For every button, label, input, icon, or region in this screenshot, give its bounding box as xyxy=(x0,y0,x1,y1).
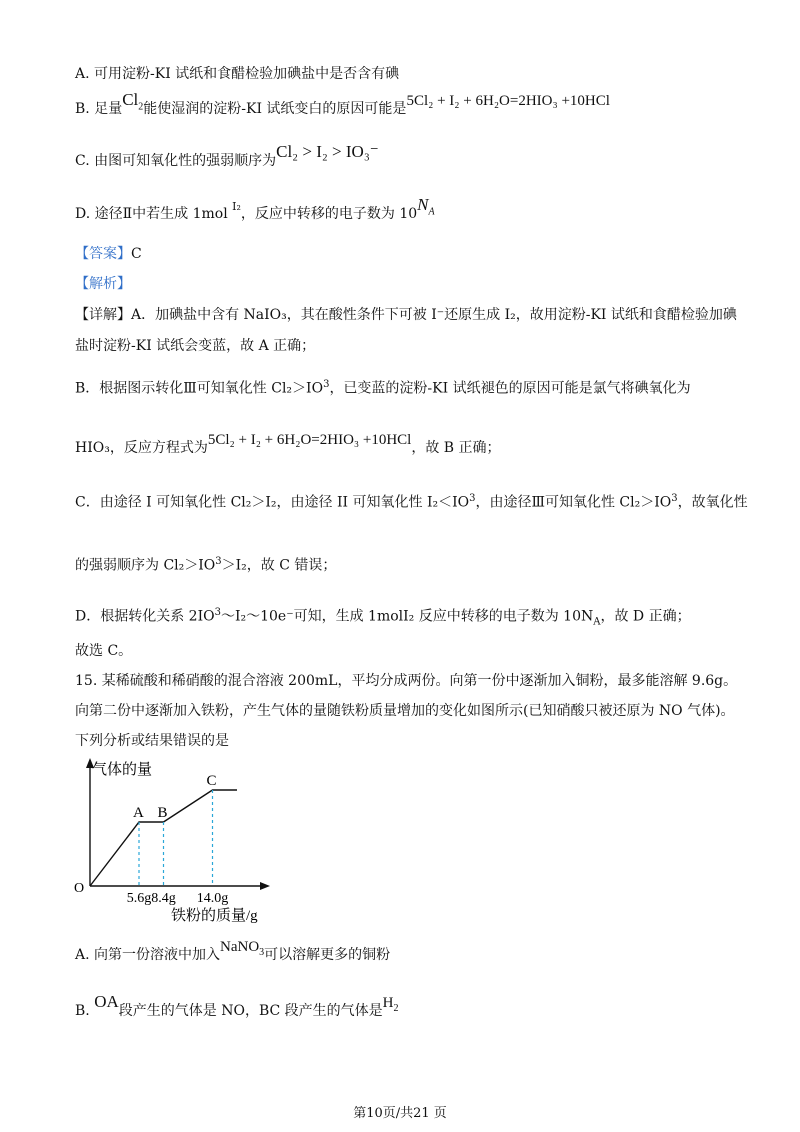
detail-b-line-1: B．根据图示转化Ⅲ可知氧化性 $Cl_2>IO^3$，已变蓝的淀粉-KI 试纸褪色的原因可能是氯气将碘氧化为 xyxy=(75,379,691,397)
reaction-equation: 5Cl₂ + I₂ + 6H₂O=2HIO₃ +10HCl xyxy=(406,93,610,109)
gas-volume-chart xyxy=(70,758,290,928)
conclusion: 故选 C。 xyxy=(75,643,133,659)
answer-value: C xyxy=(131,246,142,262)
option-d-prefix: D. 途径Ⅱ中若生成 1mol xyxy=(75,206,233,222)
q14-option-c xyxy=(75,142,379,171)
analysis-label: 【解析】 xyxy=(75,276,131,292)
oxidation-order: Cl₂ > I₂ > IO₃⁻ xyxy=(276,142,379,161)
nano3-formula: NaNO$_3$ xyxy=(220,939,265,958)
detail-b-line-2: HIO₃，反应方程式为5Cl₂ + I₂ + 6H₂O=2HIO₃ +10HCl，故 B 正确； xyxy=(75,432,501,456)
oa-segment: OA xyxy=(94,992,119,1011)
tick-label-3: 14.0g xyxy=(196,891,229,906)
detail-equation: 5Cl₂ + I₂ + 6H₂O=2HIO₃ +10HCl xyxy=(207,432,412,448)
cl2-formula: $Cl_2$ xyxy=(122,90,144,113)
i2-formula: I₂ xyxy=(232,200,241,213)
answer-label: 【答案】 xyxy=(75,246,131,262)
detail-line-2: 盐时淀粉-KI 试纸会变蓝，故 A 正确； xyxy=(75,338,316,354)
answer-line xyxy=(75,244,142,264)
x-axis-arrow xyxy=(260,882,270,890)
detail-d-line: D．根据转化关系 $2IO^3\sim I_2\sim 10e^-$可知，生成 1molI₂ 反应中转移的电子数为 $10N_A$，故 D 正确； xyxy=(75,607,691,628)
y-axis-label: 气体的量 xyxy=(92,762,153,778)
h2-formula: $H_2$ xyxy=(382,995,399,1014)
point-label-a: A xyxy=(133,805,144,821)
q15-option-b: B. OA段产生的气体是 NO，BC 段产生的气体是$H_2$ xyxy=(75,992,399,1019)
tick-label-1: 5.6g xyxy=(126,891,152,906)
detail-c-line-2: 的强弱顺序为 $Cl_2>IO^3>I_2$，故 C 错误； xyxy=(75,556,337,574)
tick-label-2: 8.4g xyxy=(151,891,176,906)
q15-stem-line-2: 向第二份中逐渐加入铁粉，产生气体的量随铁粉质量增加的变化如图所示(已知硝酸只被还原为 NO 气体)。 xyxy=(75,703,735,719)
q15-stem-line-1: 15. 某稀硫酸和稀硝酸的混合溶液 200mL，平均分成两份。向第一份中逐渐加入铜粉，最多能溶解 9.6g。 xyxy=(75,673,738,689)
option-c-prefix: C. 由图可知氧化性的强弱顺序为 xyxy=(75,153,277,169)
option-b-text: 能使湿润的淀粉-KI 试纸变白的原因可能是 xyxy=(143,101,407,117)
point-label-c: C xyxy=(206,773,217,789)
detail-line-1: 【详解】A．加碘盐中含有 NaIO₃，其在酸性条件下可被 I⁻还原生成 I₂，故用淀粉-KI 试纸和食醋检验加碘 xyxy=(75,307,737,323)
origin-label: O xyxy=(74,881,85,896)
x-axis-label: 铁粉的质量/g xyxy=(171,908,258,924)
q14-option-a: A. 可用淀粉-KI 试纸和食醋检验加碘盐中是否含有碘 xyxy=(75,66,400,82)
point-label-b: B xyxy=(157,805,168,821)
detail-c-line-1: C．由途径 I 可知氧化性 Cl₂＞I₂，由途径 II 可知氧化性 $I_2<IO^3$，由途径Ⅲ可知氧化性 $Cl_2>IO^3$，故氧化性 xyxy=(75,493,748,511)
option-b-prefix: B. 足量 xyxy=(75,101,123,117)
q15-option-a: A. 向第一份溶液中加入NaNO$_3$可以溶解更多的铜粉 xyxy=(75,939,391,963)
page-footer: 第10页/共21 页 xyxy=(353,1106,447,1121)
q14-option-d xyxy=(75,195,435,230)
option-d-text: ，反应中转移的电子数为 10 xyxy=(240,206,418,222)
q15-stem-line-3: 下列分析或结果错误的是 xyxy=(75,733,229,749)
na-symbol: $N_A$ xyxy=(417,195,435,218)
q14-option-b xyxy=(75,90,610,125)
